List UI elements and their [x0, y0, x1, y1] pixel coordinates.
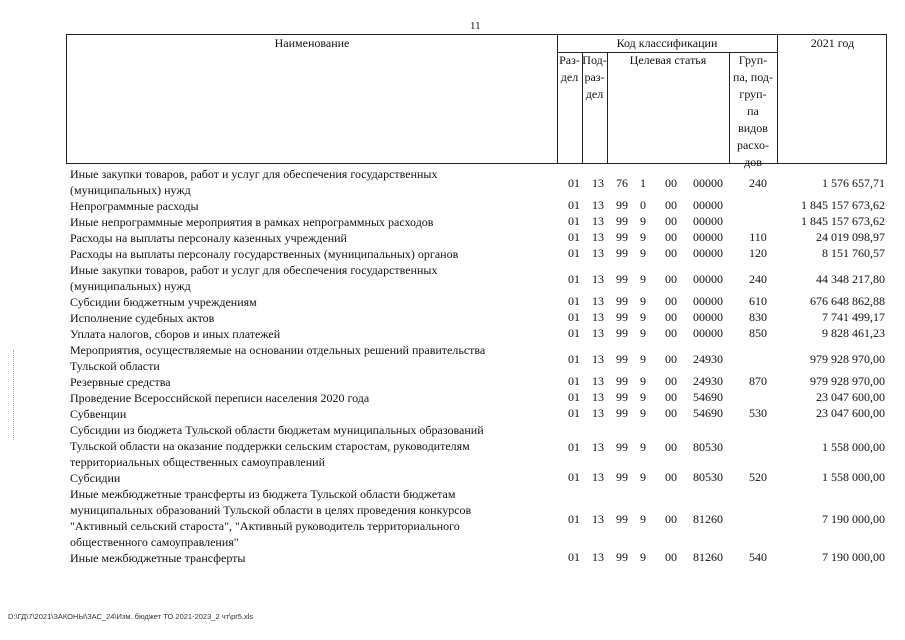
- header-razdel: Раз- дел: [559, 53, 580, 84]
- table-row: [0, 550, 905, 566]
- row-name: Иные закупки товаров, работ и услуг для обеспечения государственных (муниципальных) нужд: [70, 263, 438, 293]
- code-cs2: 1: [640, 176, 646, 190]
- row-name: Непрограммные расходы: [70, 199, 199, 213]
- code-r: 01: [568, 246, 580, 260]
- code-cs4: 80530: [693, 470, 723, 484]
- code-cs1: 99: [616, 310, 628, 324]
- code-cs3: 00: [665, 470, 677, 484]
- code-cs1: 99: [616, 230, 628, 244]
- code-vr: 870: [749, 374, 767, 388]
- code-pr: 13: [592, 230, 604, 244]
- code-cs3: 00: [665, 326, 677, 340]
- code-cs2: 9: [640, 512, 646, 526]
- code-pr: 13: [592, 550, 604, 564]
- amount-2021: 44 348 217,80: [816, 272, 885, 286]
- code-pr: 13: [592, 176, 604, 190]
- code-cs1: 99: [616, 440, 628, 454]
- code-cs4: 54690: [693, 390, 723, 404]
- row-name: Расходы на выплаты персоналу казенных учреждений: [70, 231, 347, 245]
- code-pr: 13: [592, 352, 604, 366]
- table-row: [0, 246, 905, 262]
- code-cs2: 9: [640, 406, 646, 420]
- amount-2021: 1 845 157 673,62: [801, 214, 885, 228]
- amount-2021: 8 151 760,57: [822, 246, 885, 260]
- code-cs4: 81260: [693, 512, 723, 526]
- amount-2021: 7 190 000,00: [822, 550, 885, 564]
- table-row: [0, 214, 905, 230]
- code-cs1: 99: [616, 406, 628, 420]
- code-vr: 240: [749, 176, 767, 190]
- code-pr: 13: [592, 390, 604, 404]
- code-cs1: 99: [616, 390, 628, 404]
- row-name: Субсидии из бюджета Тульской области бюджетам муниципальных образований Тульской области на оказание поддержки сельским старостам, руководителям территориальных общественных самоуправлений: [70, 423, 484, 469]
- row-name: Иные закупки товаров, работ и услуг для обеспечения государственных (муниципальных) нужд: [70, 167, 438, 197]
- row-name: Иные непрограммные мероприятия в рамках непрограммных расходов: [70, 215, 434, 229]
- code-cs3: 00: [665, 176, 677, 190]
- code-vr: 120: [749, 246, 767, 260]
- table-row: [0, 374, 905, 390]
- table-row: [0, 406, 905, 422]
- amount-2021: 1 558 000,00: [822, 440, 885, 454]
- code-cs1: 99: [616, 198, 628, 212]
- row-name: Расходы на выплаты персоналу государственных (муниципальных) органов: [70, 247, 459, 261]
- amount-2021: 979 928 970,00: [810, 374, 885, 388]
- code-cs2: 9: [640, 374, 646, 388]
- row-name: Субсидии бюджетным учреждениям: [70, 295, 257, 309]
- code-r: 01: [568, 440, 580, 454]
- code-cs1: 76: [616, 176, 628, 190]
- amount-2021: 1 576 657,71: [822, 176, 885, 190]
- code-cs3: 00: [665, 390, 677, 404]
- code-cs2: 9: [640, 310, 646, 324]
- code-cs1: 99: [616, 374, 628, 388]
- code-pr: 13: [592, 294, 604, 308]
- code-vr: 110: [749, 230, 767, 244]
- code-cs2: 9: [640, 230, 646, 244]
- table-header: [66, 34, 887, 169]
- file-path-footer: D:\ГД\7\2021\ЗАКОНЫ\ЗАС_24\Изм. бюджет ТО 2021-2023_2 чт\pr5.xls: [8, 612, 254, 621]
- code-pr: 13: [592, 214, 604, 228]
- table-row: [0, 262, 905, 294]
- row-name: Субвенции: [70, 407, 127, 421]
- code-r: 01: [568, 470, 580, 484]
- code-cs1: 99: [616, 272, 628, 286]
- code-r: 01: [568, 406, 580, 420]
- header-year: 2021 год: [810, 36, 855, 50]
- header-code: Код классификации: [616, 36, 718, 50]
- code-r: 01: [568, 550, 580, 564]
- table-row: [0, 326, 905, 342]
- amount-2021: 7 741 499,17: [822, 310, 885, 324]
- code-cs4: 00000: [693, 310, 723, 324]
- row-name: Мероприятия, осуществляемые на основании отдельных решений правительства Тульской области: [70, 343, 486, 373]
- code-r: 01: [568, 374, 580, 388]
- code-cs4: 00000: [693, 246, 723, 260]
- code-cs4: 00000: [693, 326, 723, 340]
- code-cs4: 00000: [693, 198, 723, 212]
- code-r: 01: [568, 294, 580, 308]
- page-number: 11: [470, 20, 481, 32]
- code-r: 01: [568, 176, 580, 190]
- code-cs3: 00: [665, 310, 677, 324]
- code-cs1: 99: [616, 246, 628, 260]
- code-pr: 13: [592, 198, 604, 212]
- code-cs2: 9: [640, 294, 646, 308]
- code-cs4: 80530: [693, 440, 723, 454]
- amount-2021: 676 648 862,88: [810, 294, 885, 308]
- code-cs3: 00: [665, 246, 677, 260]
- table-row: [0, 198, 905, 214]
- table-row: [0, 390, 905, 406]
- code-cs4: 81260: [693, 550, 723, 564]
- code-cs2: 9: [640, 326, 646, 340]
- amount-2021: 1 845 157 673,62: [801, 198, 885, 212]
- row-name: Иные межбюджетные трансферты: [70, 551, 246, 565]
- code-pr: 13: [592, 326, 604, 340]
- code-r: 01: [568, 214, 580, 228]
- code-cs1: 99: [616, 512, 628, 526]
- table-row: [0, 486, 905, 550]
- code-pr: 13: [592, 512, 604, 526]
- row-name: Уплата налогов, сборов и иных платежей: [70, 327, 281, 341]
- code-cs1: 99: [616, 550, 628, 564]
- amount-2021: 23 047 600,00: [816, 390, 885, 404]
- row-name: Иные межбюджетные трансферты из бюджета Тульской области бюджетам муниципальных образований Тульской области в целях проведения конкурсов "Активный сельский староста", "Активный руководитель территориального общественного самоуправления": [70, 487, 472, 549]
- table-row: [0, 230, 905, 246]
- code-cs2: 9: [640, 470, 646, 484]
- code-cs2: 9: [640, 440, 646, 454]
- code-r: 01: [568, 326, 580, 340]
- code-cs3: 00: [665, 230, 677, 244]
- table-row: [0, 166, 905, 198]
- code-r: 01: [568, 198, 580, 212]
- code-cs2: 9: [640, 550, 646, 564]
- header-name: Наименование: [274, 36, 350, 50]
- code-vr: 830: [749, 310, 767, 324]
- code-vr: 610: [749, 294, 767, 308]
- row-name: Субсидии: [70, 471, 121, 485]
- code-cs3: 00: [665, 440, 677, 454]
- code-cs3: 00: [665, 198, 677, 212]
- row-name: Исполнение судебных актов: [70, 311, 215, 325]
- table-row: [0, 342, 905, 374]
- code-cs3: 00: [665, 272, 677, 286]
- table-row: [0, 294, 905, 310]
- code-cs3: 00: [665, 374, 677, 388]
- code-cs4: 00000: [693, 294, 723, 308]
- code-cs1: 99: [616, 470, 628, 484]
- code-cs4: 00000: [693, 214, 723, 228]
- table-row: [0, 310, 905, 326]
- code-cs2: 9: [640, 246, 646, 260]
- code-r: 01: [568, 272, 580, 286]
- code-cs4: 24930: [693, 374, 723, 388]
- code-cs1: 99: [616, 294, 628, 308]
- amount-2021: 979 928 970,00: [810, 352, 885, 366]
- amount-2021: 9 828 461,23: [822, 326, 885, 340]
- header-target: Целевая статья: [629, 53, 707, 67]
- code-cs3: 00: [665, 406, 677, 420]
- header-podrazdel: Под- раз- дел: [582, 53, 607, 101]
- amount-2021: 1 558 000,00: [822, 470, 885, 484]
- code-cs1: 99: [616, 214, 628, 228]
- amount-2021: 23 047 600,00: [816, 406, 885, 420]
- code-cs2: 9: [640, 390, 646, 404]
- row-name: Проведение Всероссийской переписи населения 2020 года: [70, 391, 370, 405]
- margin-dots: [13, 350, 14, 440]
- code-cs3: 00: [665, 294, 677, 308]
- code-pr: 13: [592, 310, 604, 324]
- amount-2021: 7 190 000,00: [822, 512, 885, 526]
- code-vr: 540: [749, 550, 767, 564]
- code-cs4: 24930: [693, 352, 723, 366]
- code-r: 01: [568, 352, 580, 366]
- code-cs4: 00000: [693, 230, 723, 244]
- code-cs2: 9: [640, 352, 646, 366]
- code-vr: 240: [749, 272, 767, 286]
- code-cs2: 9: [640, 214, 646, 228]
- code-cs2: 9: [640, 272, 646, 286]
- code-cs4: 00000: [693, 272, 723, 286]
- code-vr: 520: [749, 470, 767, 484]
- code-cs3: 00: [665, 214, 677, 228]
- code-r: 01: [568, 230, 580, 244]
- code-pr: 13: [592, 440, 604, 454]
- amount-2021: 24 019 098,97: [816, 230, 885, 244]
- code-cs4: 00000: [693, 176, 723, 190]
- code-cs3: 00: [665, 512, 677, 526]
- code-vr: 530: [749, 406, 767, 420]
- code-cs4: 54690: [693, 406, 723, 420]
- table-row: [0, 470, 905, 486]
- code-pr: 13: [592, 470, 604, 484]
- code-r: 01: [568, 512, 580, 526]
- code-cs3: 00: [665, 352, 677, 366]
- code-pr: 13: [592, 406, 604, 420]
- code-pr: 13: [592, 374, 604, 388]
- code-r: 01: [568, 390, 580, 404]
- code-cs2: 0: [640, 198, 646, 212]
- code-cs1: 99: [616, 326, 628, 340]
- row-name: Резервные средства: [70, 375, 171, 389]
- code-pr: 13: [592, 246, 604, 260]
- code-r: 01: [568, 310, 580, 324]
- header-group: Груп- па, под- груп- па видов расхо- дов: [733, 53, 773, 169]
- code-cs3: 00: [665, 550, 677, 564]
- code-vr: 850: [749, 326, 767, 340]
- code-cs1: 99: [616, 352, 628, 366]
- table-row: [0, 422, 905, 470]
- code-pr: 13: [592, 272, 604, 286]
